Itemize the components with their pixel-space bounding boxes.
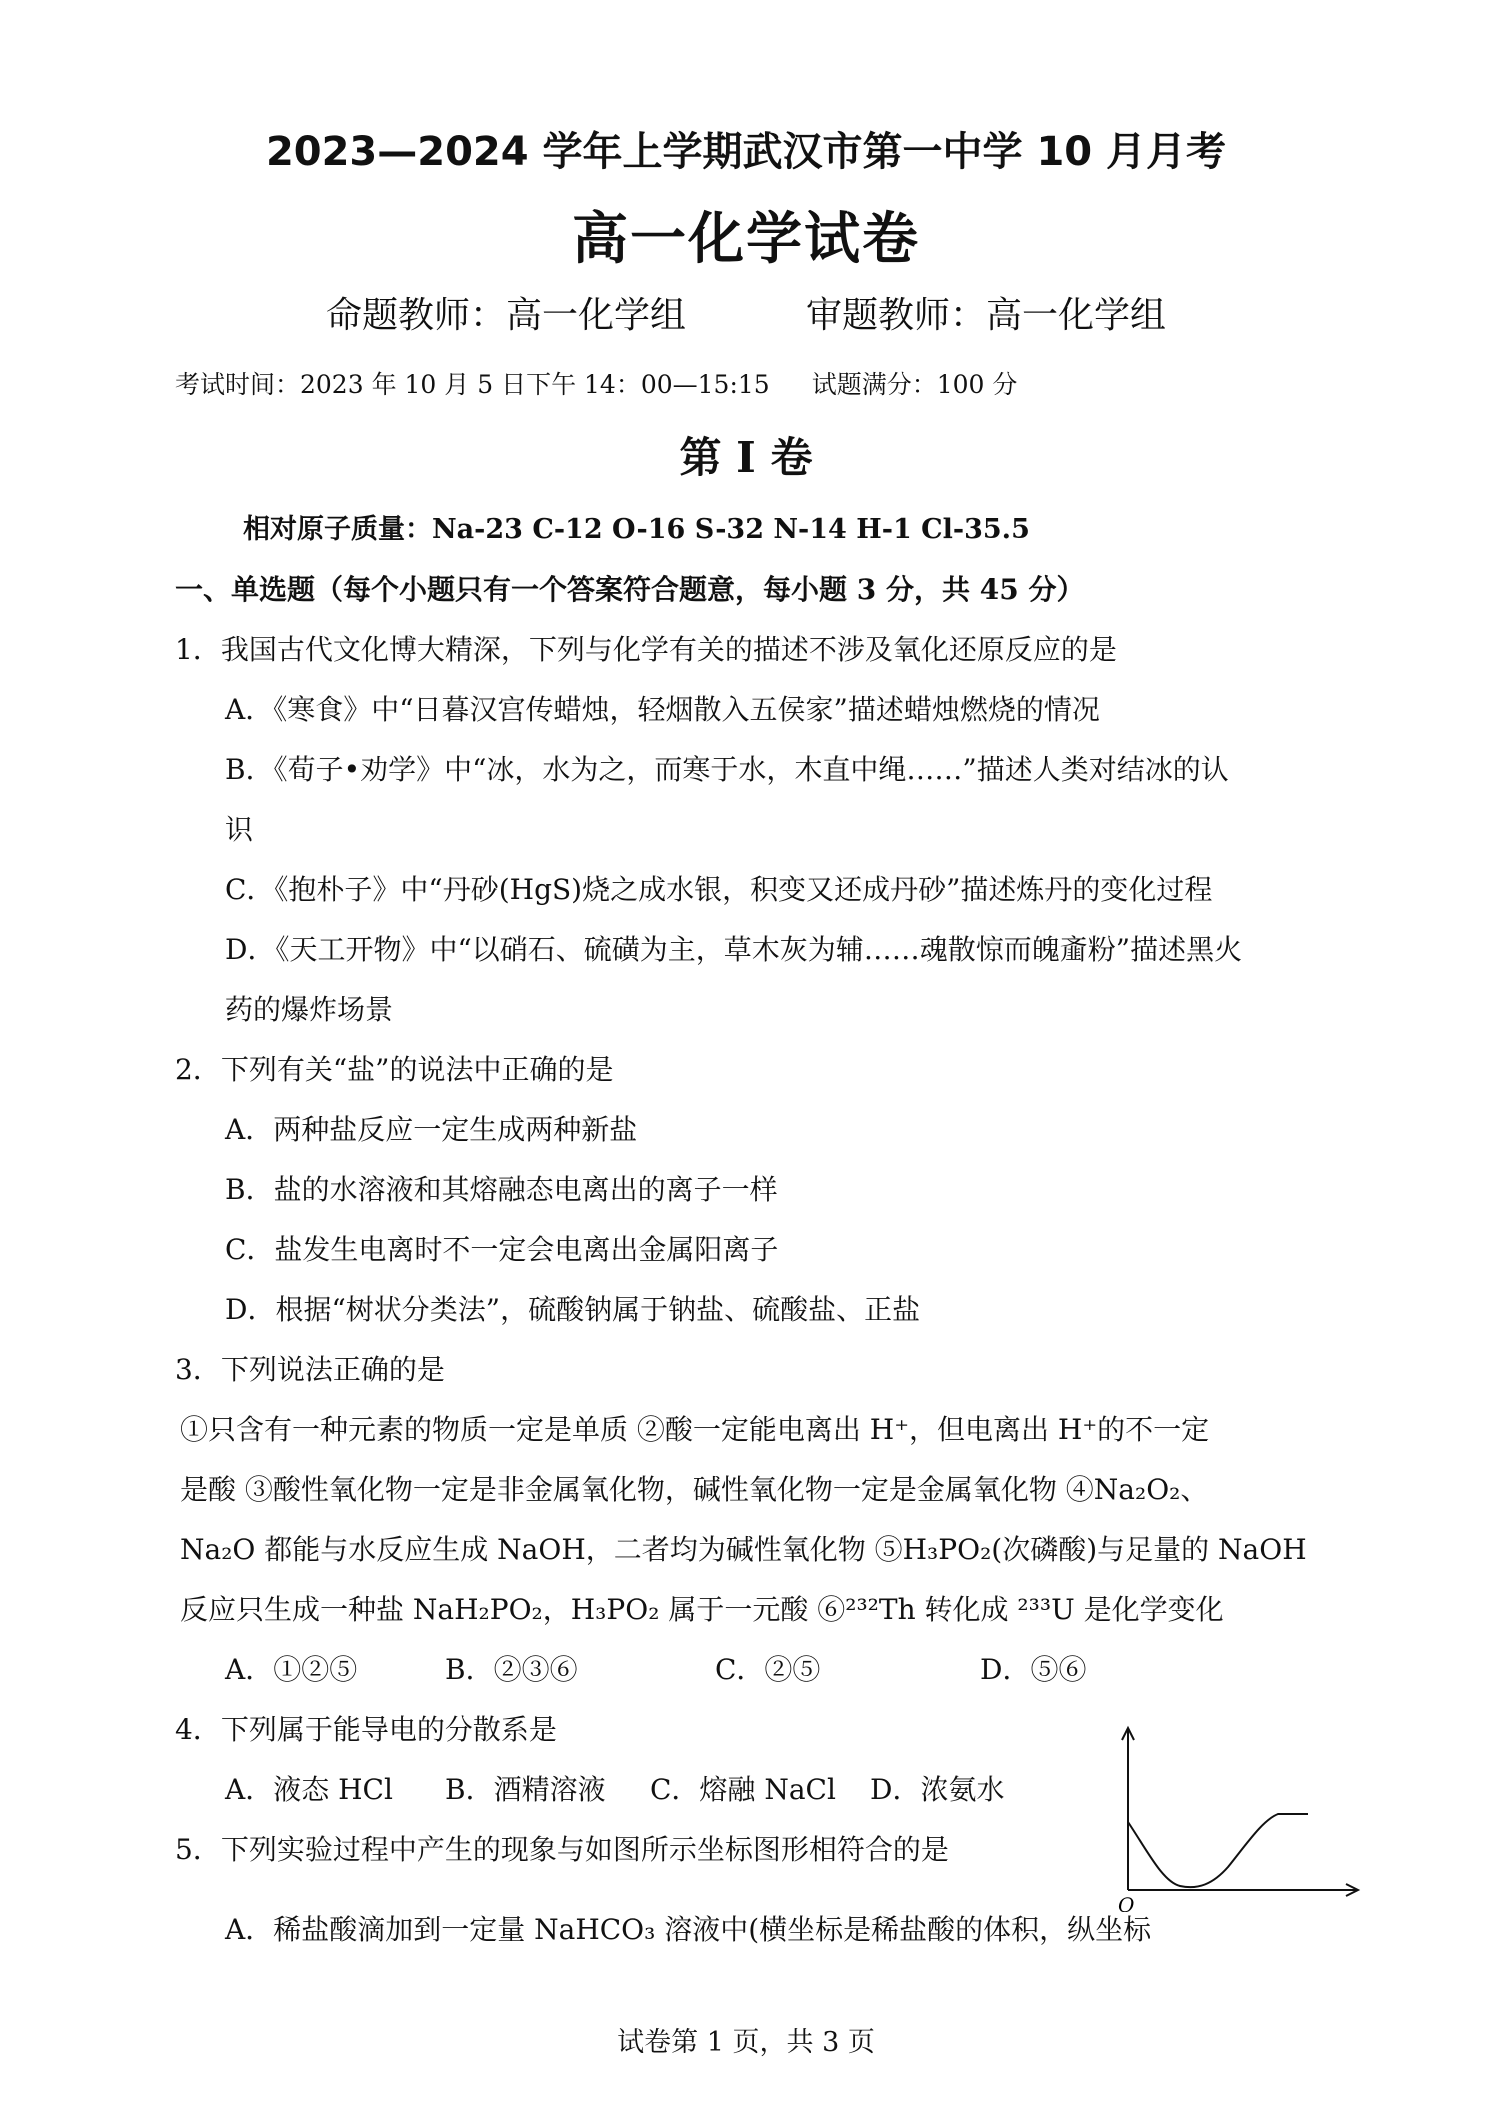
q2-option-a: A．两种盐反应一定生成两种新盐 [225, 1113, 638, 1146]
q5-option-a: A．稀盐酸滴加到一定量 NaHCO₃ 溶液中(横坐标是稀盐酸的体积，纵坐标 [225, 1913, 1152, 1946]
q2-option-b: B．盐的水溶液和其熔融态电离出的离子一样 [225, 1173, 778, 1206]
q2-option-c: C．盐发生电离时不一定会电离出金属阳离子 [225, 1233, 779, 1266]
curve [1128, 1814, 1308, 1887]
question-3-stem: 3．下列说法正确的是 [175, 1353, 445, 1386]
q4-option-d: D．浓氨水 [870, 1773, 1005, 1806]
q4-option-a: A．液态 HCl [225, 1773, 393, 1806]
exam-info [175, 365, 1017, 401]
question-5-stem: 5．下列实验过程中产生的现象与如图所示坐标图形相符合的是 [175, 1833, 949, 1866]
page-footer: 试卷第 1 页，共 3 页 [617, 2027, 875, 2058]
q3-body-line-2: 是酸 ③酸性氧化物一定是非金属氧化物，碱性氧化物一定是金属氧化物 ④Na₂O₂、 [180, 1473, 1209, 1506]
setter-teacher: 命题教师：高一化学组 [325, 295, 686, 336]
q3-option-c: C．②⑤ [715, 1653, 821, 1686]
q3-body-line-4: 反应只生成一种盐 NaH₂PO₂，H₃PO₂ 属于一元酸 ⑥²³²Th 转化成 ²³³U 是化学变化 [180, 1593, 1224, 1626]
reviewer-teacher: 审题教师：高一化学组 [806, 295, 1167, 336]
q1-option-a: A．《寒食》中“日暮汉宫传蜡烛，轻烟散入五侯家”描述蜡烛燃烧的情况 [225, 693, 1100, 726]
q1-option-d-cont: 药的爆炸场景 [225, 993, 394, 1026]
question-2-stem: 2．下列有关“盐”的说法中正确的是 [175, 1053, 614, 1086]
volume-heading: 第 I 卷 [679, 433, 813, 482]
q1-option-d: D．《天工开物》中“以硝石、硫磺为主，草木灰为辅……魂散惊而魄齑粉”描述黑火 [225, 933, 1243, 966]
exam-title: 2023—2024 学年上学期武汉市第一中学 10 月月考 [265, 129, 1227, 175]
full-score: 试题满分：100 分 [811, 370, 1018, 399]
exam-time: 考试时间：2023 年 10 月 5 日下午 14：00—15:15 [175, 370, 770, 399]
q2-option-d: D．根据“树状分类法”，硫酸钠属于钠盐、硫酸盐、正盐 [225, 1293, 921, 1326]
coordinate-graph [1118, 1722, 1368, 1912]
atomic-masses: 相对原子质量：Na-23 C-12 O-16 S-32 N-14 H-1 Cl-35.5 [243, 514, 1030, 545]
q1-option-b-cont: 识 [225, 813, 254, 846]
q1-option-b: B．《荀子•劝学》中“冰，水为之，而寒于水，木直中绳……”描述人类对结冰的认 [225, 753, 1229, 786]
q3-option-a: A．①②⑤ [225, 1653, 358, 1686]
origin-label: O [1118, 1893, 1135, 1912]
q3-option-d: D．⑤⑥ [980, 1653, 1087, 1686]
teachers-line [0, 287, 1492, 338]
question-4-stem: 4．下列属于能导电的分散系是 [175, 1713, 557, 1746]
q3-body-line-1: ①只含有一种元素的物质一定是单质 ②酸一定能电离出 H⁺，但电离出 H⁺的不一定 [180, 1413, 1210, 1446]
q3-option-b: B．②③⑥ [445, 1653, 578, 1686]
q4-option-c: C．熔融 NaCl [650, 1773, 836, 1806]
exam-subtitle: 高一化学试卷 [572, 207, 920, 272]
q4-option-b: B．酒精溶液 [445, 1773, 606, 1806]
section-heading: 一、单选题（每个小题只有一个答案符合题意，每小题 3 分，共 45 分） [175, 573, 1085, 606]
q3-body-line-3: Na₂O 都能与水反应生成 NaOH，二者均为碱性氧化物 ⑤H₃PO₂(次磷酸)与足量的 NaOH [180, 1533, 1307, 1566]
question-1-stem: 1．我国古代文化博大精深，下列与化学有关的描述不涉及氧化还原反应的是 [175, 633, 1117, 666]
q1-option-c: C．《抱朴子》中“丹砂(HgS)烧之成水银，积变又还成丹砂”描述炼丹的变化过程 [225, 873, 1213, 906]
